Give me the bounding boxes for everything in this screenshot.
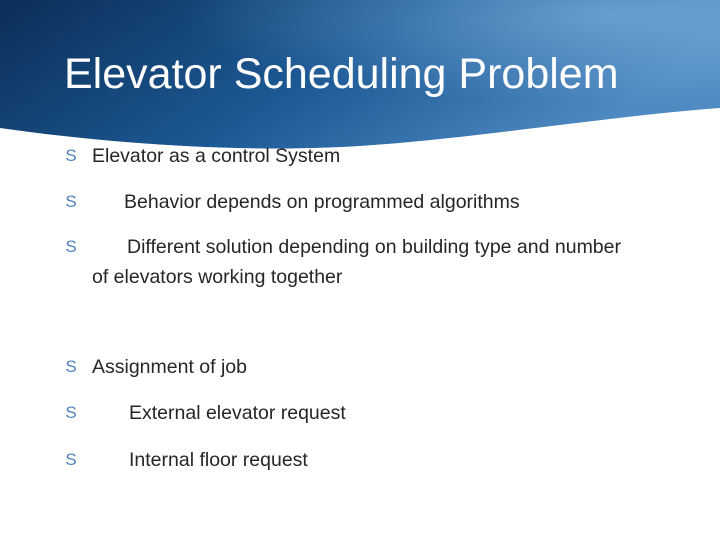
bullet-text: External elevator request	[129, 402, 346, 424]
s-swoosh-bullet-icon: S	[65, 237, 77, 256]
s-swoosh-bullet-icon: S	[65, 192, 77, 211]
bullet-text: Different solution depending on building type and number of elevators working together	[92, 236, 621, 288]
bullet-text: Internal floor request	[129, 449, 308, 471]
bullet-text: Elevator as a control System	[92, 145, 341, 167]
s-swoosh-bullet-icon: S	[65, 146, 77, 165]
bullet-text: Assignment of job	[92, 356, 248, 378]
s-swoosh-bullet-icon: S	[65, 450, 77, 469]
s-swoosh-bullet-icon: S	[65, 403, 77, 422]
bullet-text: Behavior depends on programmed algorithms	[124, 191, 520, 213]
slide-title: Elevator Scheduling Problem	[64, 50, 619, 98]
s-swoosh-bullet-icon: S	[65, 357, 77, 376]
